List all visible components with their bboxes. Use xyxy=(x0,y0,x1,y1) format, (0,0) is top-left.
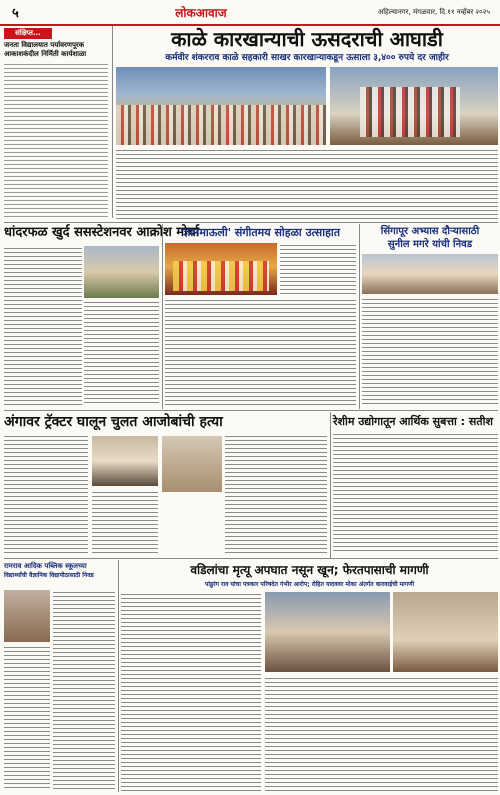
morcha-photo xyxy=(84,246,159,298)
lead-subhead: कर्मवीर शंकरराव काळे सहकारी साखर कारखान्याकडून ऊसाला ३,४०० रुपये दर जाहीर xyxy=(165,53,449,63)
bottom-body-2 xyxy=(265,676,498,792)
singapore-body xyxy=(362,297,498,407)
morcha-headline: धांदरफळ खुर्द ससस्टेशनवर आक्रोश मोर्चा xyxy=(4,225,200,240)
lead-headline: काळे कारखान्याची ऊसदराची आघाडी xyxy=(171,27,443,51)
bottom-subhead: पांडुरंग राव यांचा पत्रकार परिषदेत गंभीर आरोप; रोहित यादववर मोका अंतर्गत कारवाईची मागणी xyxy=(204,581,415,588)
bottom-photo-2 xyxy=(393,592,498,672)
tractor-body-2 xyxy=(92,490,158,554)
singapore-title-2: सुनील मगरे यांची निवड xyxy=(387,239,473,250)
tractor-body xyxy=(4,434,88,554)
music-photo xyxy=(165,243,277,295)
tractor-portrait xyxy=(162,436,222,492)
column-rule xyxy=(112,26,113,218)
row-rule xyxy=(4,558,498,559)
singapore-photo xyxy=(362,254,498,294)
tractor-body-3 xyxy=(225,434,327,554)
ramrao-portrait xyxy=(4,590,50,642)
row-rule xyxy=(4,222,498,223)
ramrao-title-2: विद्यार्थ्यांची वैज्ञानिक विद्यापीठासाठी निवड xyxy=(4,572,94,579)
row-rule xyxy=(4,410,498,411)
singapore-title-1: सिंगापूर अभ्यास दौऱ्यासाठी xyxy=(380,226,480,237)
page-header xyxy=(0,0,500,26)
bottom-headline: वडिलांचा मृत्यू अपघात नसून खून; फेरतपासाची मागणी xyxy=(190,563,429,577)
silk-headline: रेशीम उद्योगातून आर्थिक सुबत्ता : सतीश xyxy=(333,415,493,428)
lead-photo xyxy=(116,67,326,145)
silk-body xyxy=(333,432,498,554)
ramrao-body-2 xyxy=(4,645,50,790)
column-rule xyxy=(162,224,163,409)
column-rule xyxy=(359,224,360,409)
brief-label: संक्षिप्त... xyxy=(4,28,52,39)
column-rule xyxy=(118,560,119,792)
ramrao-title-1: रामराव आदिक पब्लिक स्कूलच्या xyxy=(4,562,87,570)
brief-body xyxy=(4,62,108,217)
dateline: अहिल्यानगर, मंगळवार, दि.११ नव्हेंबर २०२५ xyxy=(377,7,490,16)
ramrao-body xyxy=(53,590,115,790)
music-body xyxy=(280,243,356,295)
lead-photo-2 xyxy=(330,67,498,145)
bottom-photo xyxy=(265,592,390,672)
masthead: लोकआवाज xyxy=(175,5,227,20)
column-rule xyxy=(330,412,331,558)
tractor-photo xyxy=(92,436,158,486)
page-number: ५ xyxy=(12,6,19,21)
music-body-2 xyxy=(165,298,356,406)
tractor-headline: अंगावर ट्रॅक्टर घालून चुलत आजोबांची हत्या xyxy=(4,414,223,430)
music-headline: 'ज्ञानमाऊली' संगीतमय सोहळा उत्साहात xyxy=(179,226,341,239)
morcha-body xyxy=(4,246,82,406)
bottom-body xyxy=(121,592,261,792)
lead-body xyxy=(116,148,498,220)
brief-title: जनता विद्यालयात पर्यावरणपूरक आकाशकंदील निर्मिती कार्यशाळा xyxy=(4,41,87,58)
morcha-body-2 xyxy=(84,300,159,406)
